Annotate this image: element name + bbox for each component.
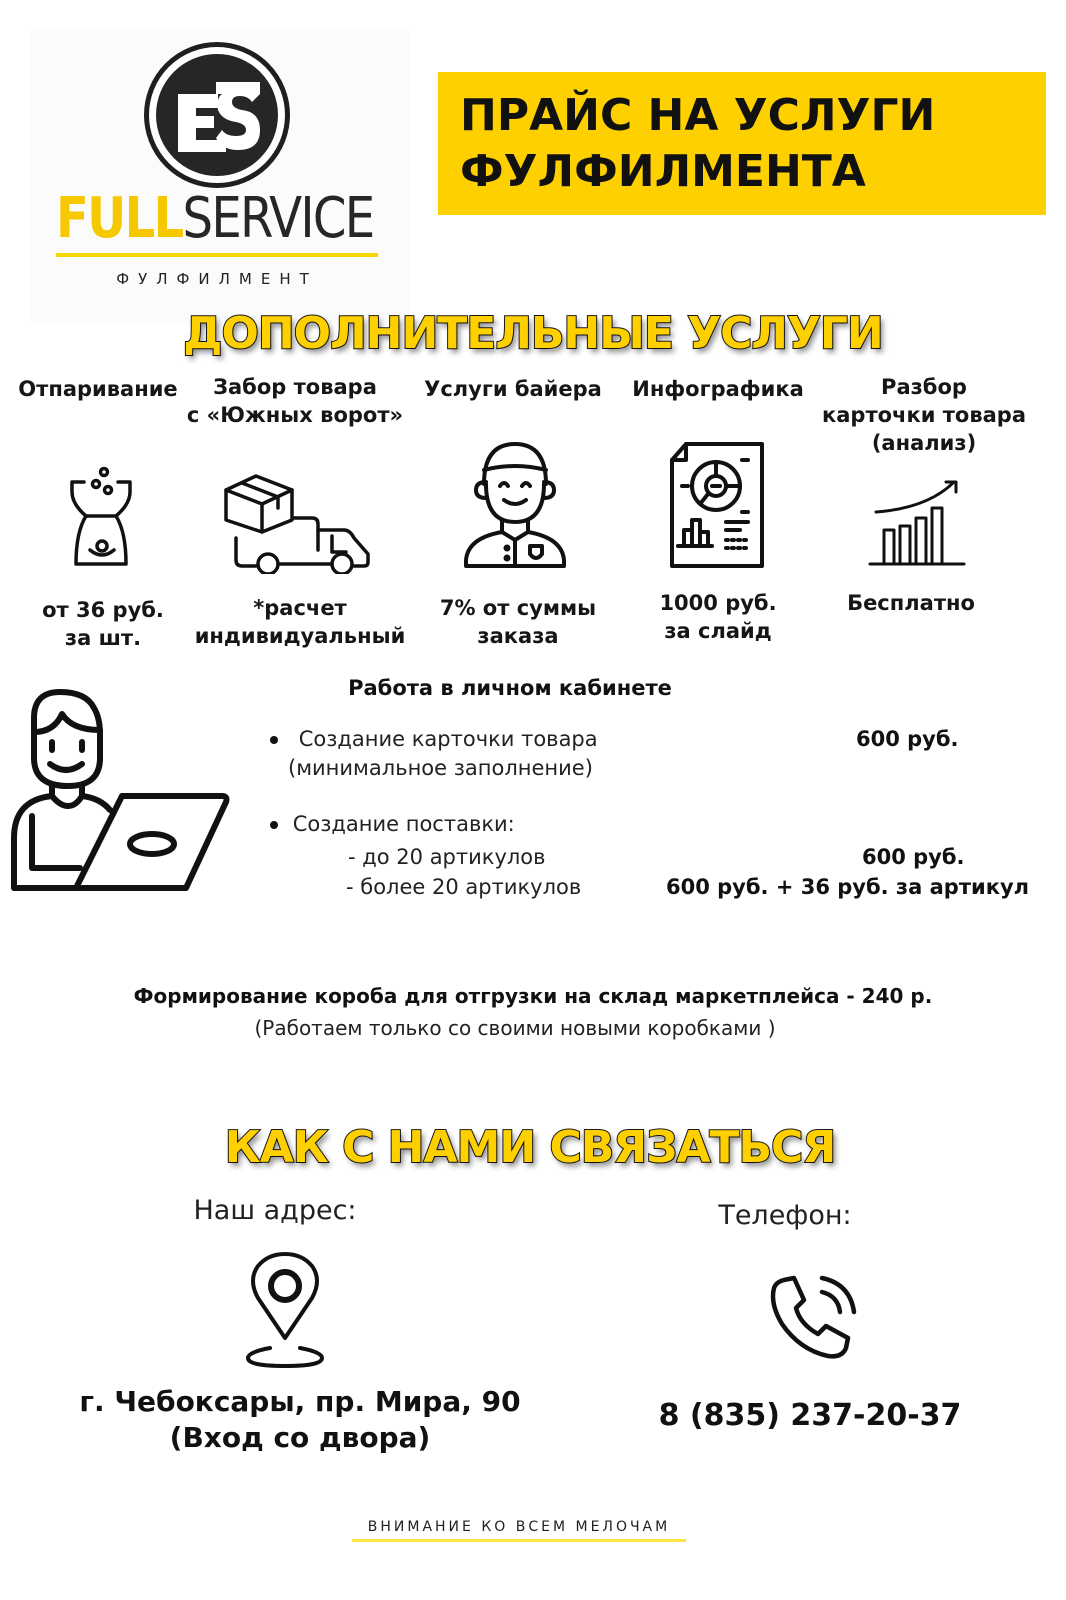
service-price-card-analysis	[826, 589, 996, 617]
bullet-icon	[270, 821, 278, 829]
cabinet-section-title: Работа в личном кабинете	[348, 676, 672, 700]
box-forming-price: Формирование короба для отгрузки на склад маркетплейса - 240 р.	[133, 984, 933, 1008]
service-title-line: карточки товара	[821, 403, 1026, 427]
service-title-line: с «Южных ворот»	[186, 403, 404, 427]
service-title-line: Отпаривание	[18, 377, 178, 401]
service-title-pickup	[180, 373, 410, 429]
price-line: за слайд	[664, 619, 772, 643]
price-line: 7% от суммы	[439, 596, 597, 620]
cabinet-item-supply	[270, 812, 515, 836]
service-title-line: Инфографика	[632, 377, 804, 401]
steamer-icon	[62, 460, 140, 572]
cabinet-card-line1: Создание карточки товара	[298, 727, 598, 751]
cabinet-card-line2: (минимальное заполнение)	[288, 756, 593, 780]
service-title-line: (анализ)	[871, 431, 977, 455]
price-line: *расчет	[253, 596, 347, 620]
person-laptop-icon	[10, 688, 232, 898]
logo-monogram-icon	[144, 42, 290, 188]
address-label: Наш адрес:	[193, 1195, 357, 1226]
price-line: за шт.	[64, 626, 142, 650]
page-title	[460, 88, 935, 200]
bullet-icon	[270, 736, 278, 744]
logo-word-service: SERVICE	[182, 186, 374, 251]
extra-services-heading: ДОПОЛНИТЕЛЬНЫЕ УСЛУГИ	[183, 308, 883, 359]
cabinet-supply-upto20: - до 20 артикулов	[348, 845, 546, 869]
logo-underline	[56, 253, 378, 257]
service-price-steaming	[20, 596, 186, 652]
phone-label: Телефон:	[718, 1200, 852, 1231]
buyer-person-icon	[462, 440, 568, 570]
price-line: индивидуальный	[194, 624, 406, 648]
price-line: 1000 руб.	[659, 591, 777, 615]
growth-chart-icon	[868, 476, 968, 570]
address-line1: г. Чебоксары, пр. Мира, 90	[79, 1385, 521, 1418]
service-title-card-analysis	[812, 373, 1036, 457]
price-title-banner	[438, 72, 1046, 215]
infographic-document-icon	[668, 440, 766, 570]
logo-subtitle: ФУЛФИЛМЕНТ	[116, 270, 318, 288]
address-value	[60, 1384, 540, 1456]
box-forming-note: (Работаем только со своими новыми коробками )	[254, 1016, 776, 1040]
cabinet-supply-label: Создание поставки:	[292, 812, 515, 836]
page-title-line2: ФУЛФИЛМЕНТА	[460, 146, 866, 197]
price-line: Бесплатно	[847, 591, 975, 615]
phone-number[interactable]: 8 (835) 237-20-37	[658, 1398, 962, 1433]
service-title-line: Забор товара	[213, 375, 377, 399]
cabinet-card-price: 600 руб.	[856, 727, 959, 751]
location-pin-icon	[244, 1250, 326, 1368]
price-line: заказа	[477, 624, 559, 648]
price-line: от 36 руб.	[42, 598, 164, 622]
delivery-truck-icon	[222, 470, 374, 574]
cabinet-supply-upto20-price: 600 руб.	[862, 845, 965, 869]
address-line2: (Вход со двора)	[169, 1421, 431, 1454]
service-price-infographics	[628, 589, 808, 645]
footer-underline	[352, 1539, 686, 1542]
phone-call-icon	[766, 1268, 862, 1364]
page-title-line1: ПРАЙС НА УСЛУГИ	[460, 90, 936, 141]
service-price-pickup	[180, 594, 420, 650]
service-price-buyer	[418, 594, 618, 650]
service-title-infographics	[620, 375, 816, 403]
service-title-buyer	[412, 375, 614, 403]
cabinet-supply-over20: - более 20 артикулов	[346, 875, 582, 899]
service-title-steaming	[10, 375, 186, 403]
contacts-heading: КАК С НАМИ СВЯЗАТЬСЯ	[224, 1122, 836, 1173]
logo-word-full: FULL	[56, 186, 183, 251]
service-title-line: Разбор	[881, 375, 967, 399]
logo-wordmark	[56, 186, 374, 251]
footer-slogan: ВНИМАНИЕ КО ВСЕМ МЕЛОЧАМ	[367, 1519, 671, 1535]
cabinet-item-card	[270, 727, 598, 751]
service-title-line: Услуги байера	[424, 377, 602, 401]
cabinet-supply-over20-price: 600 руб. + 36 руб. за артикул	[666, 875, 1030, 899]
fs-monogram-icon	[156, 54, 278, 176]
